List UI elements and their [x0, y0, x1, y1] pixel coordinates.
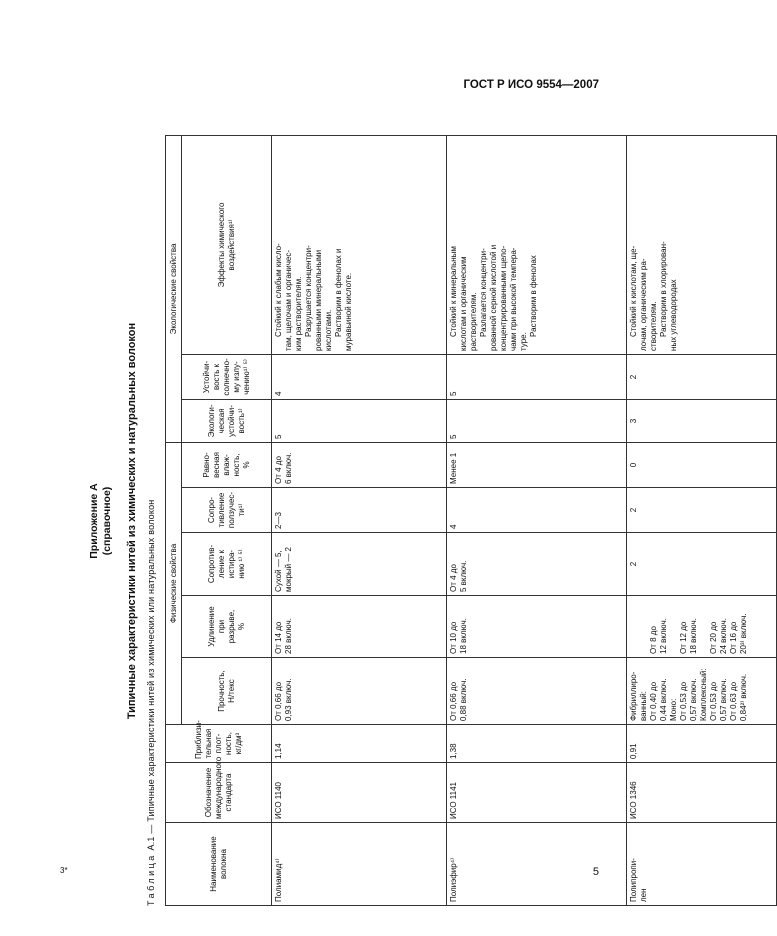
cell-creep: 2	[627, 488, 777, 533]
table-caption	[146, 500, 156, 906]
table-row	[627, 135, 777, 905]
cell-elongation: От 10 до 18 включ.	[447, 596, 627, 658]
cell-density: 1,38	[447, 725, 627, 763]
cell-uv-resistance: 4	[272, 354, 447, 399]
cell-fiber-name: Полиэфир⁴⁾	[447, 823, 627, 906]
cell-strength: От 0,66 до 0,93 включ.	[272, 658, 447, 725]
fiber-characteristics-table	[165, 135, 777, 906]
cell-standard: ИСО 1346	[627, 763, 777, 823]
header-uv-resistance: Устойчи- вость к солнечно- му излу- чению¹⁾ ⁵⁾	[182, 354, 272, 399]
cell-abrasion: 2	[627, 533, 777, 596]
header-eco-stability: Экологи- ческая устойчи- вость¹⁾	[182, 399, 272, 442]
header-chemical: Эффекты химического воздействия¹⁾	[182, 135, 272, 354]
cell-eco-stability: 5	[272, 399, 447, 442]
cell-chemical: Стойкий к минеральным кислотам и органическим растворителям. Разлагается концентри- рованной серной кислотой и концентрированными щело- чами при высокой темпера- туре. Растворим в фенолах	[447, 135, 627, 354]
cell-creep: 4	[447, 488, 627, 533]
appendix-title	[88, 136, 114, 906]
cell-standard: ИСО 1141	[447, 763, 627, 823]
cell-elongation: От 14 до 28 включ.	[272, 596, 447, 658]
header-group-physical: Физические свойства	[166, 442, 182, 724]
cell-density: 0,91	[627, 725, 777, 763]
header-strength: Прочность, Н/текс	[182, 658, 272, 725]
table-row	[447, 135, 627, 905]
cell-eco-stability: 3	[627, 399, 777, 442]
table-row	[272, 135, 447, 905]
header-group-row	[166, 135, 182, 905]
cell-moisture: 0	[627, 442, 777, 487]
caption-number: А.1	[146, 836, 156, 851]
cell-standard: ИСО 1140	[272, 763, 447, 823]
cell-strength: Фибриллиро- ванный: От 0,40 до 0,44 включ. Моно: От 0,53 до 0,57 включ. Комплексный: От 0,53 до 0,57 включ. От 0,63 до 0,84²⁾ включ.	[627, 658, 777, 725]
cell-uv-resistance: 2	[627, 354, 777, 399]
cell-eco-stability: 5	[447, 399, 627, 442]
cell-elongation: От 8 до 12 включ. От 12 до 18 включ. От 20 до 24 включ. От 16 до 20³⁾ включ.	[627, 596, 777, 658]
main-title: Типичные характеристики нитей из химических и натуральных волокон	[126, 322, 138, 720]
sheet-mark: 3*	[60, 866, 68, 875]
cell-abrasion: Сухой — 5, мокрый — 2	[272, 533, 447, 596]
caption-label: Таблица	[146, 853, 156, 906]
header-fiber-name: Наименование волокна	[166, 823, 272, 906]
cell-strength: От 0,66 до 0,88 включ.	[447, 658, 627, 725]
cell-density: 1,14	[272, 725, 447, 763]
cell-uv-resistance: 5	[447, 354, 627, 399]
cell-chemical: Стойкий к слабым кисло- там, щелочам и органичес- ким растворителям. Разрушается концентри- рованными минеральными кислотами. Растворим в фенолах и муравьиной кислоте.	[272, 135, 447, 354]
cell-moisture: Менее 1	[447, 442, 627, 487]
header-elongation: Удлинение при разрыве, %	[182, 596, 272, 658]
header-abrasion: Сопротив- ление к истира- нию ¹⁾ ⁵⁾	[182, 533, 272, 596]
header-standard: Обозначение международного стандарта	[166, 763, 272, 823]
appendix-subtitle: (справочное)	[101, 486, 113, 556]
cell-moisture: От 4 до 6 включ.	[272, 442, 447, 487]
header-creep: Сопро- тивление ползучес- ти¹⁾	[182, 488, 272, 533]
cell-chemical: Стойкий к кислотам, ще- лочам, органическим ра- створителям. Растворим в хлорирован- ных углеводородах	[627, 135, 777, 354]
header-density: Приблизи- тельная плот- ность, кг/дм³	[166, 725, 272, 763]
rotated-page-content	[88, 136, 748, 906]
cell-creep: 2—3	[272, 488, 447, 533]
appendix-heading: Приложение А	[88, 483, 100, 559]
header-group-ecological: Экологические свойства	[166, 135, 182, 442]
standard-header: ГОСТ Р ИСО 9554—2007	[463, 79, 599, 91]
cell-abrasion: От 4 до 5 включ.	[447, 533, 627, 596]
page-number: 5	[592, 866, 599, 878]
caption-text: — Типичные характеристики нитей из химических или натуральных волокон	[146, 499, 156, 834]
cell-fiber-name: Полиамид⁴⁾	[272, 823, 447, 906]
header-moisture: Равно- весная влаж- ность, %	[182, 442, 272, 487]
cell-fiber-name: Полипропи- лен	[627, 823, 777, 906]
